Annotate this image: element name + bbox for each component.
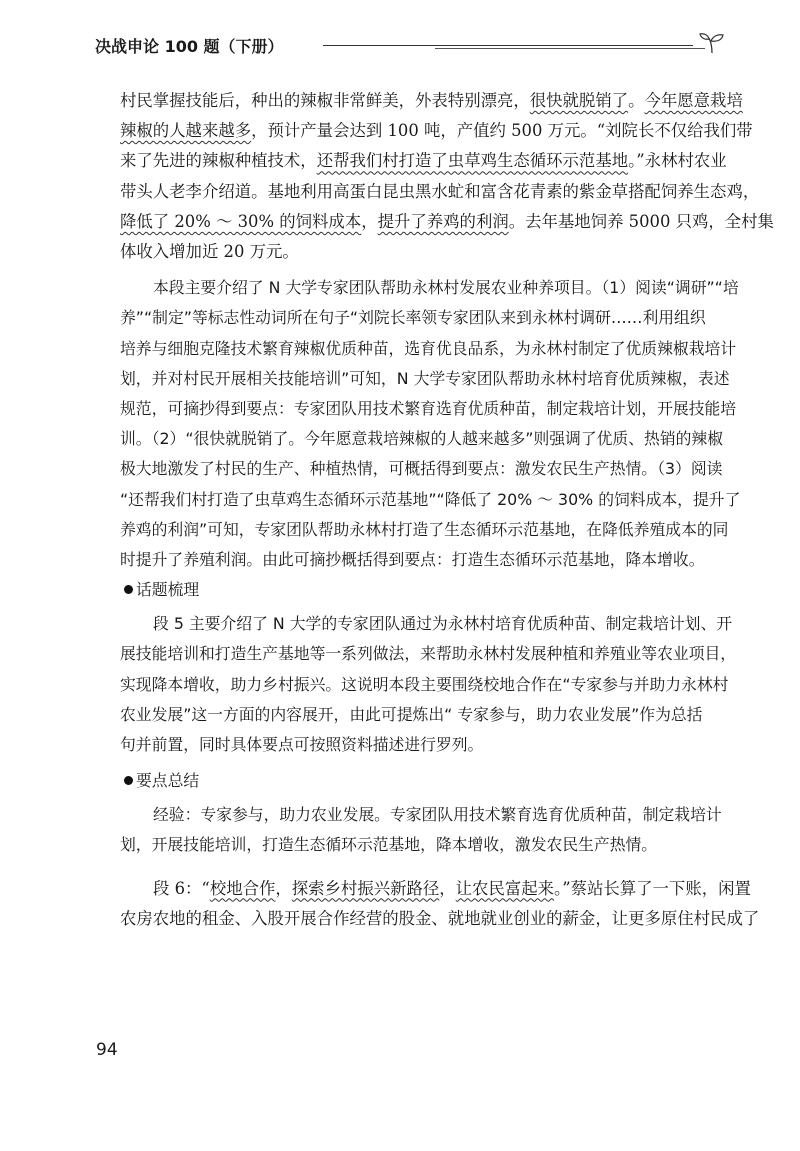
quoted-paragraph-5 <box>120 86 774 267</box>
page-number: 94 <box>96 1040 118 1060</box>
bullet-icon <box>124 585 133 594</box>
text-line: 实现降本增收，助力乡村振兴。这说明本段主要围绕校地合作在“专家参与并助力永林村 <box>120 674 729 694</box>
text-line: 体收入增加近 20 万元。 <box>120 242 299 262</box>
page-body <box>120 86 774 934</box>
header-rule <box>323 45 693 46</box>
quoted-paragraph-6 <box>120 874 760 934</box>
text-line: 训。（2）“很快就脱销了。今年愿意栽培辣椒的人越来越多”则强调了优质、热销的辣椒 <box>120 429 724 449</box>
summary-paragraph <box>120 800 722 860</box>
text-line: 句并前置，同时具体要点可按照资料描述进行罗列。 <box>120 735 484 755</box>
section-heading-summary: 要点总结 <box>120 766 712 796</box>
text-line: 段 5 主要介绍了 N 大学的专家团队通过为永林村培育优质种苗、制定栽培计划、开 <box>153 614 733 634</box>
topic-paragraph <box>120 609 737 760</box>
text-line: 辣椒的人越来越多，预计产量会达到 100 吨，产值约 500 万元。“刘院长不仅给我们带 <box>120 121 753 141</box>
text-line: 划，并对村民开展相关技能培训”可知，N 大学专家团队帮助永林村培育优质辣椒，表述 <box>120 368 730 388</box>
text-line: 农业发展”这一方面的内容展开，由此可提炼出“ 专家参与，助力农业发展”作为总括 <box>120 704 703 724</box>
analysis-paragraph <box>120 273 741 575</box>
text-line: 时提升了养殖利润。由此可摘抄概括得到要点：打造生态循环示范基地，降本增收。 <box>120 550 705 570</box>
text-line: 规范，可摘抄得到要点：专家团队用技术繁育选育优质种苗，制定栽培计划，开展技能培 <box>120 399 737 419</box>
text-line: 带头人老李介绍道。基地利用高蛋白昆虫黑水虻和富含花青素的紫金草搭配饲养生态鸡， <box>120 181 760 201</box>
text-line: 经验：专家参与，助力农业发展。专家团队用技术繁育选育优质种苗，制定栽培计 <box>153 805 722 825</box>
text-line: 来了先进的辣椒种植技术，还帮我们村打造了虫草鸡生态循环示范基地。”永林村农业 <box>120 151 727 171</box>
section-heading-topic: 话题梳理 <box>120 575 712 605</box>
text-line: 村民掌握技能后，种出的辣椒非常鲜美，外表特别漂亮，很快就脱销了。今年愿意栽培 <box>120 91 743 110</box>
header-title: 决战申论 100 题（下册） <box>95 37 284 56</box>
text-line: 养”“制定”等标志性动词所在句子“刘院长率领专家团队来到永林村调研……利用组织 <box>120 308 706 328</box>
text-line: 农房农地的租金、入股开展合作经营的股金、就地就业创业的薪金，让更多原住村民成了 <box>120 908 760 928</box>
text-line: 养鸡的利润”可知，专家团队帮助永林村打造了生态循环示范基地，在降低养殖成本的同 <box>120 519 729 539</box>
text-line: 极大地激发了村民的生产、种植热情，可概括得到要点：激发农民生产热情。（3）阅读 <box>120 459 723 479</box>
text-line: 划，开展技能培训，打造生态循环示范基地，降本增收，激发农民生产热情。 <box>120 835 658 855</box>
bullet-icon <box>124 776 133 785</box>
text-line: 展技能培训和打造生产基地等一系列做法，来帮助永林村发展种植和养殖业等农业项目， <box>120 644 737 664</box>
sprout-icon <box>699 32 725 54</box>
text-line: 降低了 20% ～ 30% 的饲料成本，提升了养鸡的利润。去年基地饲养 5000 只鸡，全村集 <box>120 211 774 231</box>
text-line: 段 6：“校地合作，探索乡村振兴新路径，让农民富起来。”蔡站长算了一下账，闲置 <box>153 878 751 898</box>
running-header <box>95 32 725 56</box>
text-line: “还帮我们村打造了虫草鸡生态循环示范基地”“降低了 20% ～ 30% 的饲料成本，提升了 <box>120 489 741 509</box>
text-line: 培养与细胞克隆技术繁育辣椒优质种苗，选育优良品系，为永林村制定了优质辣椒栽培计 <box>120 338 737 358</box>
text-line: 本段主要介绍了 N 大学专家团队帮助永林村发展农业种养项目。（1）阅读“调研”“培 <box>153 278 739 298</box>
header-rule-secondary <box>435 48 705 49</box>
